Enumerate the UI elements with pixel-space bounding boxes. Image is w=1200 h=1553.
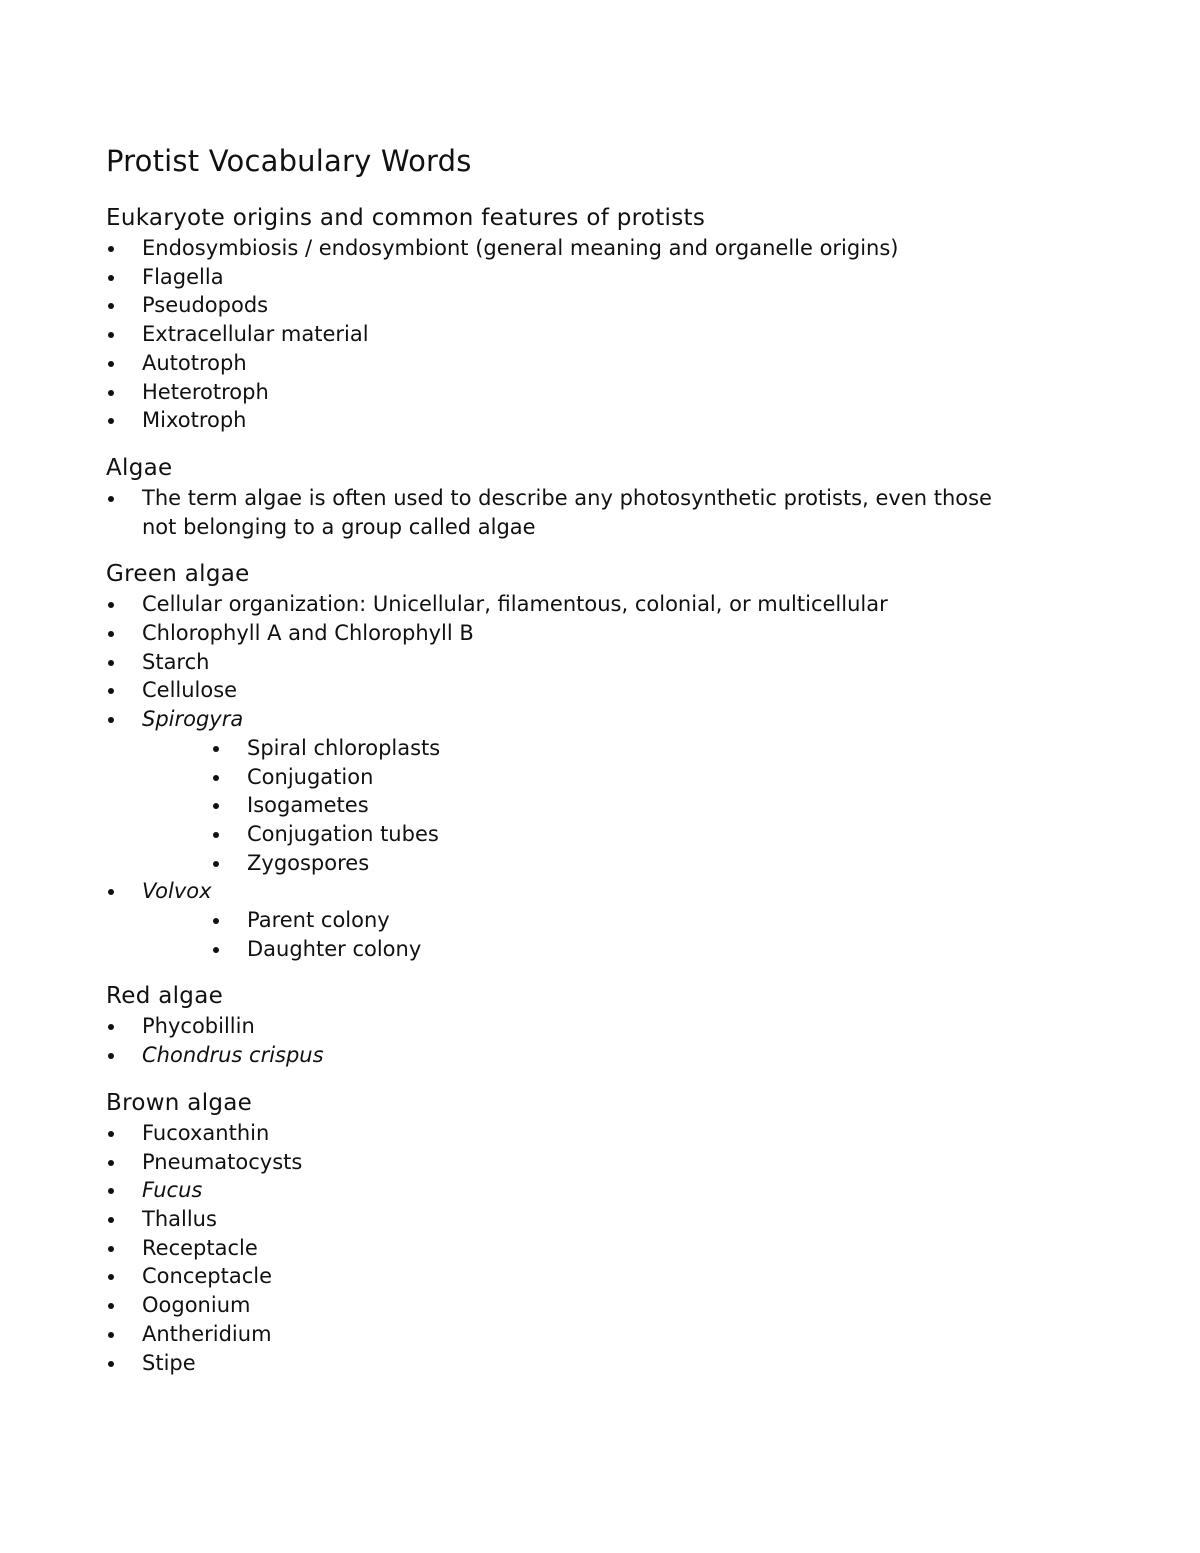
sub-list-item: Spiral chloroplasts [106, 734, 1086, 763]
bullet-list [106, 1119, 1086, 1377]
list-item-spirogyra: Spirogyra [106, 705, 1086, 734]
list-item: Flagella [106, 263, 1086, 292]
list-item-volvox: Volvox [106, 877, 1086, 906]
list-item: Mixotroph [106, 406, 1086, 435]
list-item: Conceptacle [106, 1262, 1086, 1291]
list-item: Oogonium [106, 1291, 1086, 1320]
bullet-list [106, 877, 1086, 906]
section-algae [106, 452, 1086, 541]
section-heading: Eukaryote origins and common features of protists [106, 205, 706, 231]
list-item: Receptacle [106, 1234, 1086, 1263]
sub-list-item: Zygospores [106, 849, 1086, 878]
bullet-list [106, 590, 1086, 734]
page-title: Protist Vocabulary Words [106, 144, 472, 178]
section-heading: Green algae [106, 561, 250, 588]
list-item: Pseudopods [106, 291, 1086, 320]
list-item: Starch [106, 648, 1086, 677]
section-red-algae [106, 980, 1086, 1069]
sub-list-item: Daughter colony [106, 935, 1086, 964]
list-item: Phycobillin [106, 1012, 1086, 1041]
section-heading: Algae [106, 454, 173, 481]
sub-bullet-list [106, 734, 1086, 878]
section-brown-algae [106, 1087, 1086, 1377]
list-item: Cellulose [106, 676, 1086, 705]
list-item: Thallus [106, 1205, 1086, 1234]
section-eukaryote-origins [106, 202, 1086, 435]
list-item: Fucoxanthin [106, 1119, 1086, 1148]
list-item: Pneumatocysts [106, 1148, 1086, 1177]
list-item: Cellular organization: Unicellular, filamentous, colonial, or multicellular [106, 590, 1086, 619]
bullet-list [106, 484, 1086, 541]
list-item: The term algae is often used to describe any photosynthetic protists, even those not belonging to a group called algae [106, 484, 1022, 541]
section-heading: Red algae [106, 983, 224, 1010]
list-item: Autotroph [106, 349, 1086, 378]
list-item: Fucus [106, 1176, 1086, 1205]
sub-bullet-list [106, 906, 1086, 963]
list-item: Heterotroph [106, 378, 1086, 407]
list-item: Chondrus crispus [106, 1041, 1086, 1070]
bullet-list [106, 1012, 1086, 1069]
list-item: Stipe [106, 1349, 1086, 1378]
list-item: Chlorophyll A and Chlorophyll B [106, 619, 1086, 648]
sub-list-item: Conjugation tubes [106, 820, 1086, 849]
list-item: Antheridium [106, 1320, 1086, 1349]
section-heading: Brown algae [106, 1089, 253, 1116]
sub-list-item: Parent colony [106, 906, 1086, 935]
bullet-list [106, 234, 1086, 435]
sub-list-item: Conjugation [106, 763, 1086, 792]
section-green-algae [106, 558, 1086, 963]
list-item: Endosymbiosis / endosymbiont (general meaning and organelle origins) [106, 234, 1086, 263]
sub-list-item: Isogametes [106, 791, 1086, 820]
document-page [106, 140, 1086, 1394]
list-item: Extracellular material [106, 320, 1086, 349]
